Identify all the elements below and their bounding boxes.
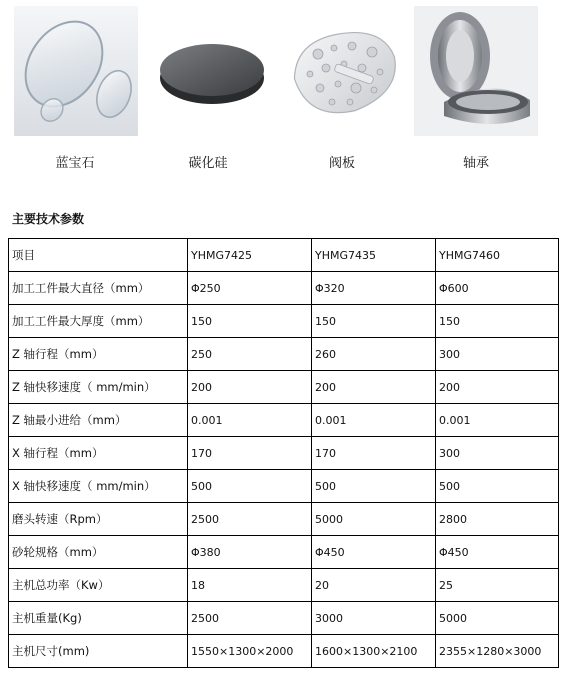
table-row [9,536,559,569]
table-cell: Φ450 [436,536,559,569]
table-cell: 200 [188,371,312,404]
section-title: 主要技术参数 [12,212,85,226]
parameter-name-cell: 主机重量(Kg) [9,602,188,635]
parameter-name-cell: Z 轴行程（mm） [9,338,188,371]
table-cell: 1550×1300×2000 [188,635,312,668]
table-cell: 260 [312,338,436,371]
silicon-carbide-wafer-image [150,6,274,136]
table-cell: 2500 [188,602,312,635]
parameter-name-cell: 项目 [9,239,188,272]
product-gallery [0,0,572,180]
table-cell: 0.001 [312,404,436,437]
table-row [9,569,559,602]
parameter-name-cell: Z 轴最小进给（mm） [9,404,188,437]
table-cell: 0.001 [436,404,559,437]
table-cell: 2500 [188,503,312,536]
table-cell: 5000 [312,503,436,536]
parameter-name-cell: 砂轮规格（mm） [9,536,188,569]
table-row [9,404,559,437]
parameter-name-cell: 主机总功率（Kw） [9,569,188,602]
table-cell: 150 [436,305,559,338]
table-row [9,503,559,536]
table-row [9,635,559,668]
table-cell: 3000 [312,602,436,635]
table-cell: 1600×1300×2100 [312,635,436,668]
table-cell: 300 [436,437,559,470]
spec-table [8,238,559,668]
parameter-name-cell: 加工工件最大厚度（mm） [9,305,188,338]
caption-silicon-carbide: 碳化硅 [188,156,228,171]
table-cell: 20 [312,569,436,602]
table-row [9,470,559,503]
table-cell: 500 [312,470,436,503]
caption-valve-plate: 阀板 [328,156,355,171]
valve-plate-image [280,6,404,136]
table-row [9,272,559,305]
table-cell: Φ320 [312,272,436,305]
table-cell: YHMG7460 [436,239,559,272]
parameter-name-cell: 主机尺寸(mm) [9,635,188,668]
table-cell: YHMG7435 [312,239,436,272]
table-cell: 250 [188,338,312,371]
tapered-bearing-image [414,6,538,136]
table-cell: Φ250 [188,272,312,305]
table-row [9,305,559,338]
table-header-row [9,239,559,272]
table-cell: 0.001 [188,404,312,437]
table-cell: 25 [436,569,559,602]
table-cell: 150 [312,305,436,338]
caption-bearing: 轴承 [462,156,489,171]
table-cell: Φ380 [188,536,312,569]
table-cell: 5000 [436,602,559,635]
table-cell: 2800 [436,503,559,536]
table-row [9,371,559,404]
table-row [9,602,559,635]
parameter-name-cell: X 轴行程（mm） [9,437,188,470]
parameter-name-cell: Z 轴快移速度（ mm/min） [9,371,188,404]
parameter-name-cell: 磨头转速（Rpm） [9,503,188,536]
parameter-name-cell: 加工工件最大直径（mm） [9,272,188,305]
table-cell: 300 [436,338,559,371]
table-row [9,338,559,371]
table-cell: Φ450 [312,536,436,569]
table-cell: 2355×1280×3000 [436,635,559,668]
table-cell: 18 [188,569,312,602]
table-cell: 170 [188,437,312,470]
table-cell: 150 [188,305,312,338]
table-cell: 200 [436,371,559,404]
parameter-name-cell: X 轴快移速度（ mm/min） [9,470,188,503]
caption-sapphire: 蓝宝石 [55,156,95,171]
table-cell: 500 [188,470,312,503]
table-cell: 200 [312,371,436,404]
table-cell: 500 [436,470,559,503]
table-cell: Φ600 [436,272,559,305]
table-row [9,437,559,470]
table-cell: YHMG7425 [188,239,312,272]
table-cell: 170 [312,437,436,470]
sapphire-windows-image [14,6,138,136]
